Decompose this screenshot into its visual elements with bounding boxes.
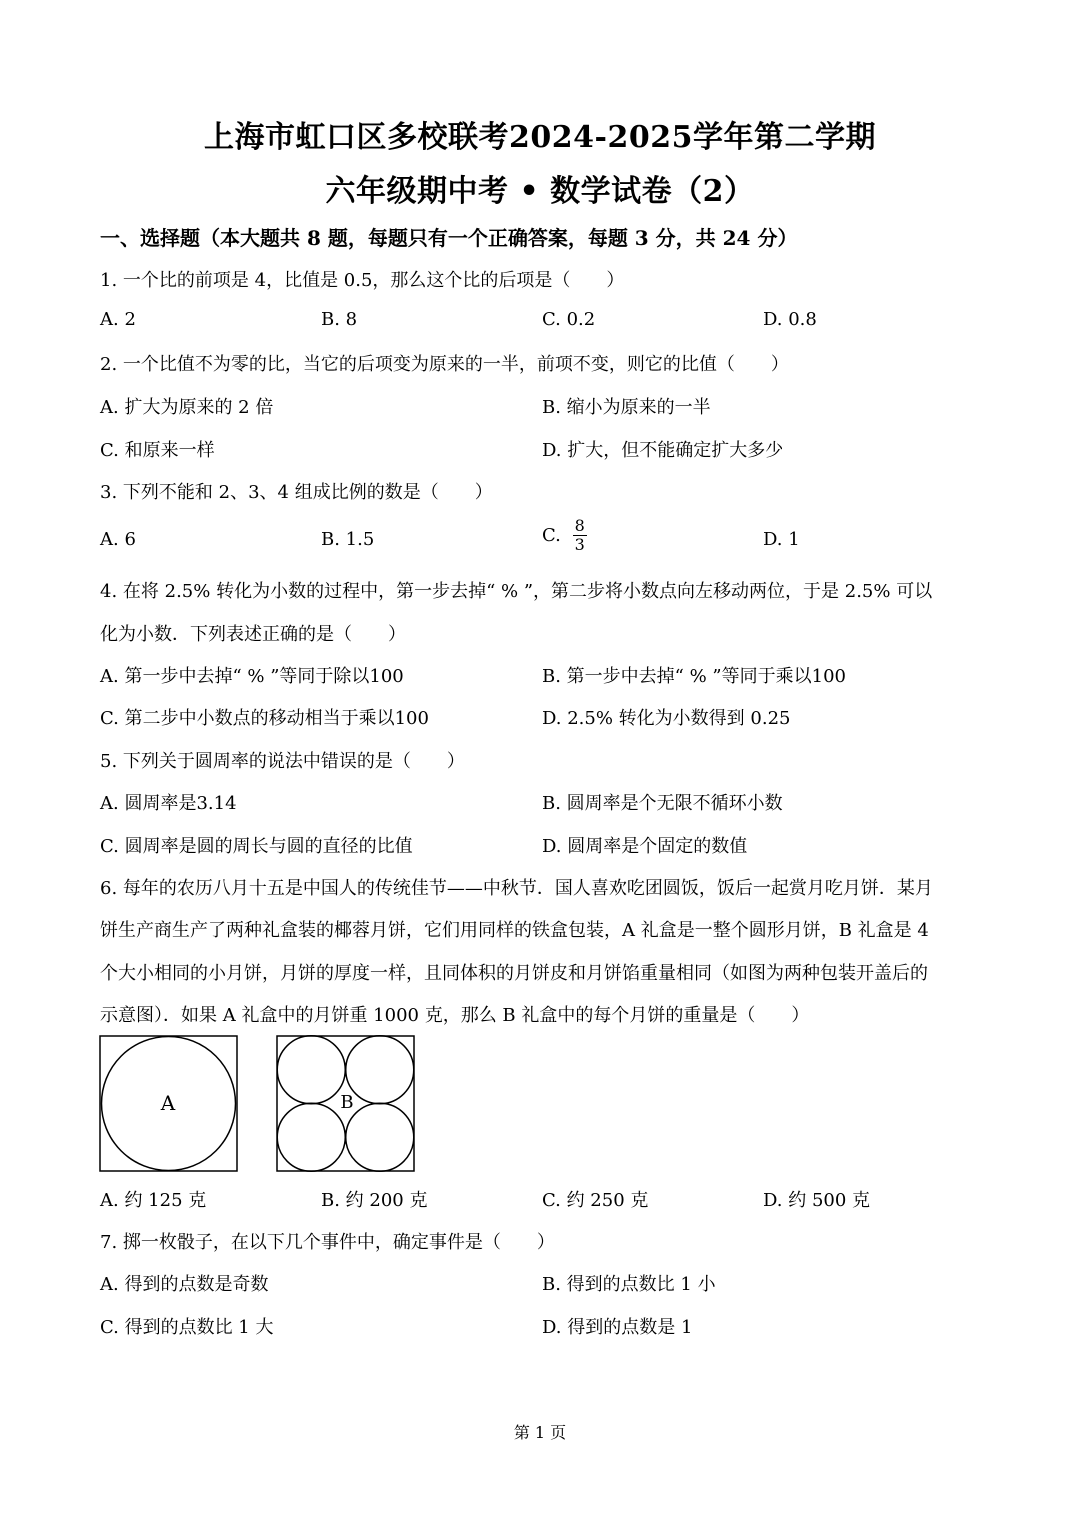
q2-option-a: A. 扩大为原来的 2 倍 <box>100 397 274 418</box>
mooncake-b-1 <box>277 1036 345 1104</box>
q7-option-a: A. 得到的点数是奇数 <box>100 1274 269 1295</box>
q1-option-d: D. 0.8 <box>763 309 817 330</box>
q1-option-c: C. 0.2 <box>542 309 596 330</box>
question-5-stem: 5. 下列关于圆周率的说法中错误的是（ ） <box>100 751 465 772</box>
title-line-2: 六年级期中考 • 数学试卷（2） <box>325 174 755 209</box>
q2-option-b: B. 缩小为原来的一半 <box>542 397 711 418</box>
q7-option-b: B. 得到的点数比 1 小 <box>542 1274 716 1295</box>
q3-option-c-label: C. <box>542 525 561 546</box>
mooncake-b-2 <box>346 1036 414 1104</box>
mooncake-b-4 <box>346 1103 414 1171</box>
gift-box-a-figure <box>99 1035 239 1173</box>
page-number: 第 1 页 <box>513 1423 567 1442</box>
q4-option-c: C. 第二步中小数点的移动相当于乘以100 <box>100 708 429 729</box>
q1-option-a: A. 2 <box>100 309 136 330</box>
title-line-1: 上海市虹口区多校联考2024-2025学年第二学期 <box>204 120 876 155</box>
question-1-stem: 1. 一个比的前项是 4，比值是 0.5，那么这个比的后项是（ ） <box>100 270 625 291</box>
box-b-label: B <box>340 1092 354 1113</box>
fraction-numerator: 8 <box>574 516 585 535</box>
q5-option-b: B. 圆周率是个无限不循环小数 <box>542 793 783 814</box>
q6-option-a: A. 约 125 克 <box>100 1190 207 1211</box>
fraction-denominator: 3 <box>574 535 585 554</box>
q3-option-d: D. 1 <box>763 529 800 550</box>
question-3-stem: 3. 下列不能和 2、3、4 组成比例的数是（ ） <box>100 482 493 503</box>
question-7-stem: 7. 掷一枚骰子，在以下几个事件中，确定事件是（ ） <box>100 1232 555 1253</box>
q3-option-a: A. 6 <box>100 529 136 550</box>
question-4-stem-line-2: 化为小数．下列表述正确的是（ ） <box>100 624 406 645</box>
q7-option-d: D. 得到的点数是 1 <box>542 1317 693 1338</box>
q2-option-d: D. 扩大，但不能确定扩大多少 <box>542 440 784 461</box>
question-6-stem-line-4: 示意图）．如果 A 礼盒中的月饼重 1000 克，那么 B 礼盒中的每个月饼的重量是（ ） <box>100 1005 810 1026</box>
q3-option-c-fraction <box>573 517 587 554</box>
q4-option-a: A. 第一步中去掉“ % ”等同于除以100 <box>100 666 404 687</box>
q6-option-b: B. 约 200 克 <box>321 1190 428 1211</box>
q7-option-c: C. 得到的点数比 1 大 <box>100 1317 274 1338</box>
section-heading: 一、选择题（本大题共 8 题，每题只有一个正确答案，每题 3 分，共 24 分） <box>100 226 798 250</box>
q1-option-b: B. 8 <box>321 309 358 330</box>
q2-option-c: C. 和原来一样 <box>100 440 215 461</box>
q5-option-a: A. 圆周率是3.14 <box>100 793 237 814</box>
q4-option-b: B. 第一步中去掉“ % ”等同于乘以100 <box>542 666 846 687</box>
q5-option-c: C. 圆周率是圆的周长与圆的直径的比值 <box>100 836 413 857</box>
question-6-stem-line-3: 个大小相同的小月饼，月饼的厚度一样，且同体积的月饼皮和月饼馅重量相同（如图为两种包装开盖后的 <box>100 963 928 984</box>
q3-option-b: B. 1.5 <box>321 529 375 550</box>
question-2-stem: 2. 一个比值不为零的比，当它的后项变为原来的一半，前项不变，则它的比值（ ） <box>100 354 789 375</box>
q6-option-c: C. 约 250 克 <box>542 1190 649 1211</box>
box-a-label: A <box>160 1091 176 1115</box>
q4-option-d: D. 2.5% 转化为小数得到 0.25 <box>542 708 791 729</box>
q3-option-c <box>542 517 587 554</box>
q6-option-d: D. 约 500 克 <box>763 1190 871 1211</box>
question-6-stem-line-1: 6. 每年的农历八月十五是中国人的传统佳节——中秋节．国人喜欢吃团圆饭，饭后一起赏月吃月饼．某月 <box>100 878 933 899</box>
question-4-stem-line-1: 4. 在将 2.5% 转化为小数的过程中，第一步去掉“ % ”，第二步将小数点向左移动两位，于是 2.5% 可以 <box>100 581 933 602</box>
gift-box-b-figure <box>276 1035 416 1173</box>
question-6-stem-line-2: 饼生产商生产了两种礼盒装的椰蓉月饼，它们用同样的铁盒包装，A 礼盒是一整个圆形月饼，B 礼盒是 4 <box>100 920 929 941</box>
q5-option-d: D. 圆周率是个固定的数值 <box>542 836 748 857</box>
mooncake-b-3 <box>277 1103 345 1171</box>
